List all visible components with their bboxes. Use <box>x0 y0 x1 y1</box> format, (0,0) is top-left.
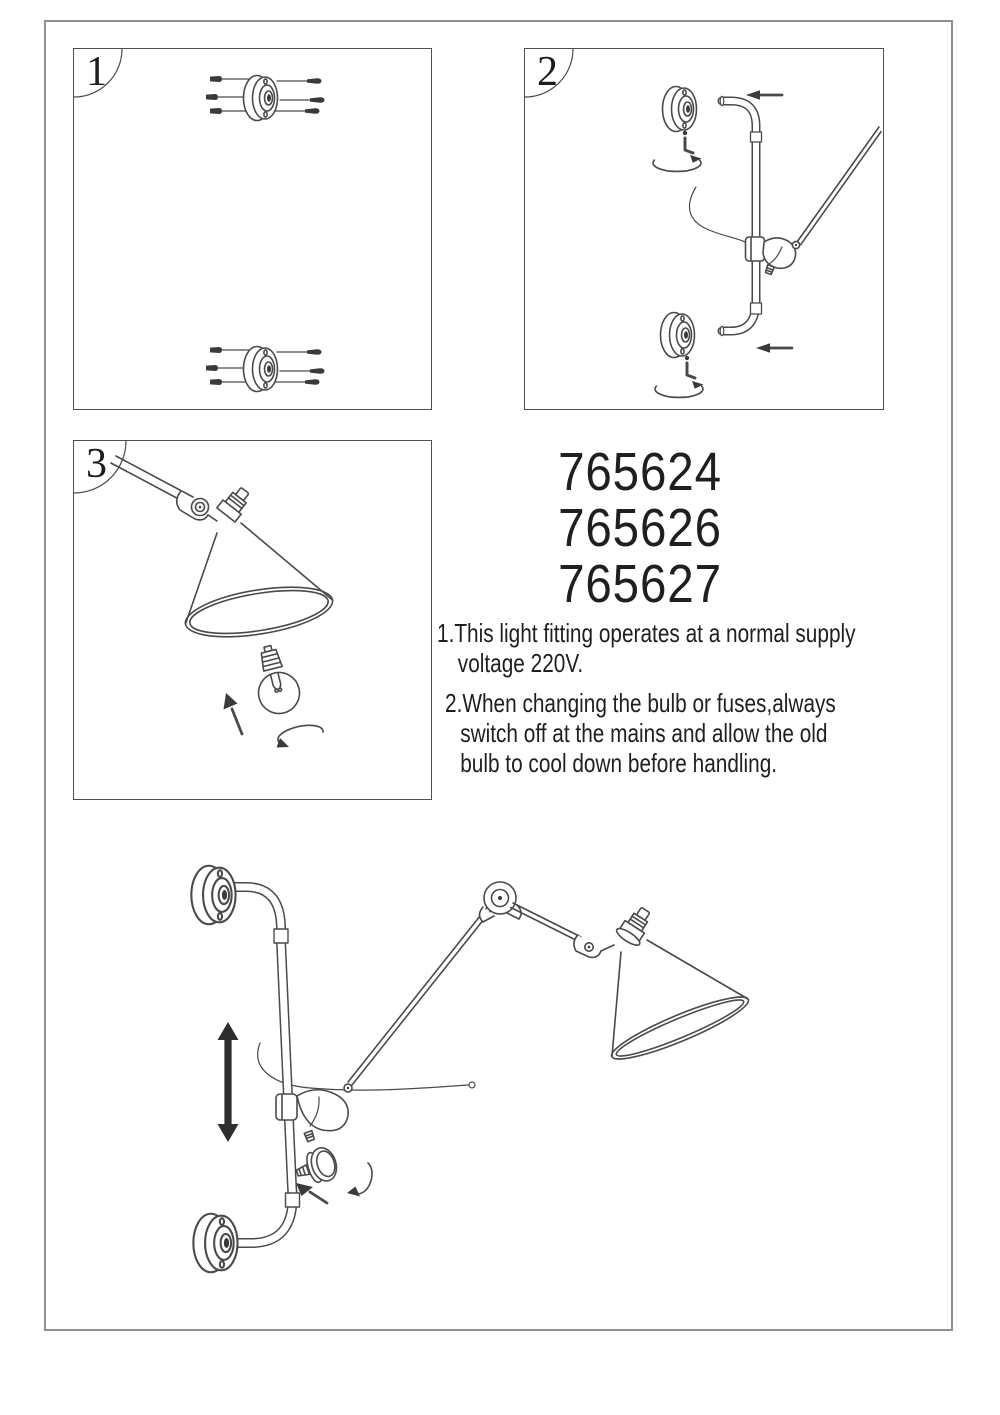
model-number: 765624 <box>558 442 722 502</box>
model-number: 765626 <box>558 498 722 558</box>
step-1-illustration <box>74 49 433 411</box>
lamp-holder <box>763 238 800 275</box>
upper-swing-arm <box>511 903 581 942</box>
wall-rose-top <box>663 87 697 132</box>
rotation-arrow-icon-top <box>653 155 702 171</box>
wall-rose-bottom <box>193 1214 237 1273</box>
locking-knob <box>292 1145 341 1190</box>
note-1 <box>437 618 965 678</box>
note-line: 1.This light fitting operates at a normal supply <box>437 618 856 648</box>
assembled-lamp-illustration <box>170 845 780 1295</box>
safety-notes <box>437 618 965 778</box>
step-2-label: 2 <box>537 49 558 95</box>
step-1-label: 1 <box>86 49 107 95</box>
left-arrow-icon-bottom <box>756 343 792 353</box>
model-number: 765627 <box>558 554 722 614</box>
slider-clamp <box>746 237 765 261</box>
elbow-joint <box>177 491 217 521</box>
step-1-panel <box>73 48 432 410</box>
lower-swing-arm <box>348 906 492 1085</box>
wall-rose-top <box>191 866 235 925</box>
note-line: bulb to cool down before handling. <box>460 748 778 778</box>
allen-key-icon-bottom <box>685 356 695 378</box>
up-left-arrow-icon <box>296 1183 327 1203</box>
rotation-arrow-icon <box>347 1163 372 1197</box>
note-2 <box>437 688 965 778</box>
rotation-arrow-icon-bottom <box>655 381 704 397</box>
up-left-arrow-icon <box>224 693 243 734</box>
wall-rose-bottom <box>661 313 695 358</box>
wall-bar-tube <box>232 887 300 1243</box>
slider-clamp <box>276 1094 297 1120</box>
step-2-panel <box>524 48 884 410</box>
assembled-lamp-svg <box>170 845 780 1295</box>
note-line: voltage 220V. <box>457 648 584 678</box>
elbow-joint <box>480 882 522 922</box>
step-3-panel <box>73 440 432 800</box>
up-down-arrow-icon <box>218 1022 239 1142</box>
left-arrow-icon-top <box>746 90 782 100</box>
lamp-shade <box>607 940 754 1069</box>
lamp-shade <box>182 523 336 646</box>
allen-key-icon-top <box>683 131 693 153</box>
lamp-socket <box>217 483 254 522</box>
swing-arm <box>797 127 881 245</box>
mount-kit-bottom <box>206 347 325 392</box>
mount-kit-top <box>206 76 325 121</box>
step-3-illustration <box>74 441 430 798</box>
corner-arc <box>74 49 122 97</box>
note-line: switch off at the mains and allow the old <box>460 718 828 748</box>
note-line: 2.When changing the bulb or fuses,always <box>445 688 836 718</box>
light-bulb <box>247 641 303 717</box>
power-cord <box>689 187 745 242</box>
wall-bar-tube <box>720 96 761 335</box>
lamp-holder <box>297 1084 352 1142</box>
rotation-arrow-icon <box>277 725 324 747</box>
model-numbers <box>508 444 772 612</box>
swivel-joint <box>574 935 614 957</box>
corner-arc <box>525 49 573 97</box>
step-2-illustration <box>525 49 882 408</box>
step-3-label: 3 <box>86 441 107 487</box>
